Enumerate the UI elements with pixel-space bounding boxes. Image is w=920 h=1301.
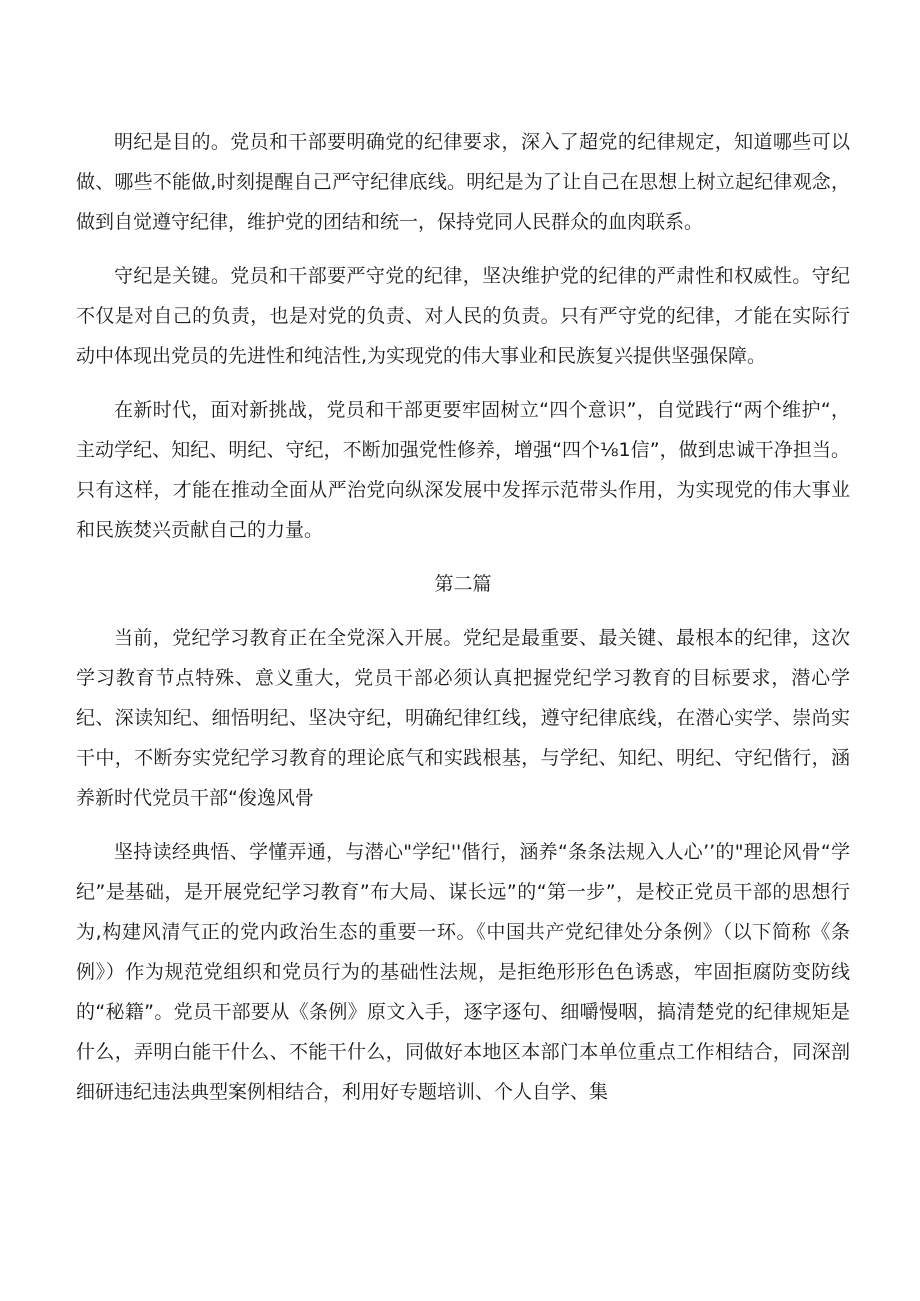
paragraph-new-era: 在新时代，面对新挑战，党员和干部更要牢固树立“四个意识”，自觉践行“两个维护“，主动学纪、知纪、明纪、守纪，不断加强党性修养，增强“四个⅛1信”，做到忠诚干净担当。只有这样，才能在推动全面从严治党向纵深发展中发挥示范带头作用，为实现党的伟大事业和民族焚兴贡献自己的力量。 [76,399,850,541]
paragraph-current: 当前，党纪学习教育正在全党深入开展。党纪是最重要、最关键、最根本的纪律，这次学习教育节点特殊、意义重大，党员干部必须认真把握党纪学习教育的目标要求，潜心学纪、深读知纪、细悟明纪、坚决守纪，明确纪律红线，遵守纪律底线，在潜心实学、崇尚实干中，不断夯实党纪学习教育的理论底气和实践根基，与学纪、知纪、明纪、守纪偕行，涵养新时代党员干部“俊逸风骨 [76,627,850,809]
paragraph-mingji: 明纪是目的。党员和干部要明确党的纪律要求，深入了超党的纪律规定，知道哪些可以做、哪些不能做,时刻提醒自己严守纪律底线。明纪是为了让自己在思想上树立起纪律观念，做到自觉遵守纪律，维护党的团结和统一，保持党同人民群众的血肉联系。 [76,131,850,233]
paragraph-classics: 坚持读经典悟、学懂弄通，与潜心"学纪''偕行，涵养“条条法规入人心’’的"理论风骨“学纪”是基础，是开展党纪学习教育”布大局、谋长远”的“第一步”，是校正党员干部的思想行为,构建风清气正的党内政治生态的重要一环。《中国共产党纪律处分条例》（以下简称《条例》）作为规范党组织和党员行为的基础性法规，是拒绝形形色色诱惑，牢固拒腐防变防线的“秘籍”。党员干部要从《条例》原文入手，逐字逐句、细嚼慢咽，搞清楚党的纪律规矩是什么，弄明白能干什么、不能干什么，同做好本地区本部门本单位重点工作相结合，同深剖细研违纪违法典型案例相结合，利用好专题培训、个人自学、集 [76,841,850,1103]
paragraph-shouji: 守纪是关键。党员和干部要严守党的纪律，坚决维护党的纪律的严肃性和权威性。守纪不仅是对自己的负责，也是对党的负责、对人民的负责。只有严守党的纪律，才能在实际行动中体现出党员的先进性和纯洁性,为实现党的伟大事业和民族复兴提供坚强保障。 [76,265,850,367]
section-title: 第二篇 [434,573,492,595]
